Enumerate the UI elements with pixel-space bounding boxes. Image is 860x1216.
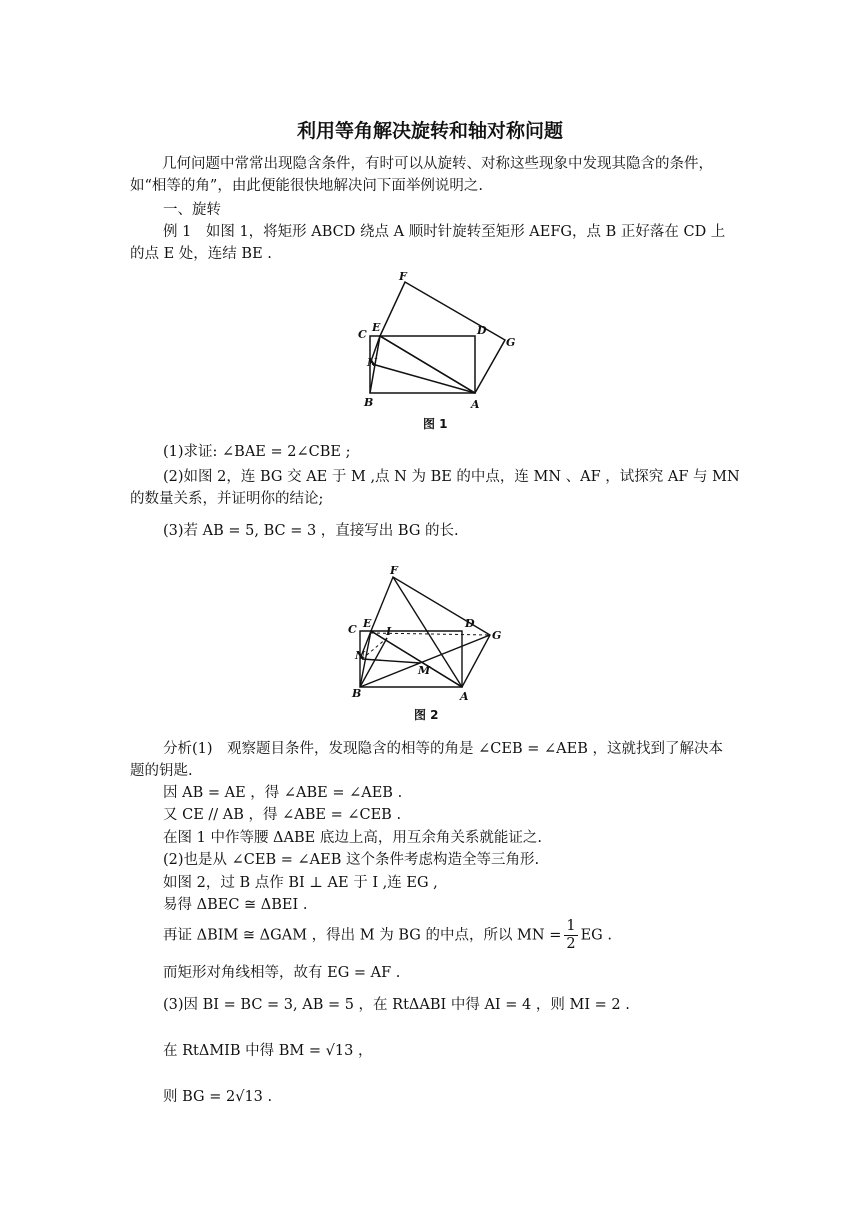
fraction-one-half	[564, 918, 577, 953]
fraction-denominator: 2	[566, 936, 576, 952]
segment-ea	[371, 631, 462, 687]
analysis-text: 分析(1) 观察题目条件，发现隐含的相等的角是 ∠CEB = ∠AEB ，这就找到了解决本	[163, 741, 723, 757]
question-1: (1)求证: ∠BAE = 2∠CBE ;	[163, 444, 351, 460]
example1-text: 例 1 如图 1，将矩形 ABCD 绕点 A 顺时针旋转至矩形 AEFG，点 B 正好落在 CD 上	[163, 224, 726, 240]
label-n: N	[355, 649, 366, 662]
label-f: F	[390, 564, 398, 577]
analysis-text-cont: 题的钥匙.	[130, 763, 193, 779]
rectangle-abcd	[370, 336, 475, 393]
label-d: D	[477, 324, 487, 337]
analysis-step-9: (3)因 BI = BC = 3, AB = 5 ，在 RtΔABI 中得 AI = 4 ，则 MI = 2 .	[163, 997, 630, 1013]
fraction-numerator: 1	[566, 918, 576, 934]
analysis-step-1: 因 AB = AE ，得 ∠ABE = ∠AEB .	[163, 785, 403, 801]
figure-2-caption: 图 2	[414, 708, 439, 722]
label-i: I	[386, 625, 392, 638]
analysis-step-7	[163, 918, 612, 953]
analysis-step-10: 在 RtΔMIB 中得 BM = √13 ，	[163, 1043, 373, 1059]
question-2: (2)如图 2，连 BG 交 AE 于 M ,点 N 为 BE 的中点，连 MN 、AF ，试探究 AF 与 MN	[163, 469, 740, 485]
analysis-step-5: 如图 2，过 B 点作 BI ⊥ AE 于 I ,连 EG ,	[163, 875, 438, 891]
label-a: A	[460, 690, 469, 703]
segment-ea	[380, 336, 475, 393]
label-b: B	[364, 396, 374, 409]
label-n: N	[367, 356, 378, 369]
label-a: A	[471, 398, 480, 411]
segment-na	[372, 364, 475, 393]
segment-bi	[360, 638, 387, 687]
analysis-step-7-post: EG .	[580, 927, 612, 944]
segment-bg	[360, 635, 490, 687]
label-c: C	[348, 623, 357, 636]
figure-1	[350, 268, 520, 438]
analysis-step-2: 又 CE // AB ，得 ∠ABE = ∠CEB .	[163, 807, 402, 823]
page-title: 利用等角解决旋转和轴对称问题	[296, 120, 563, 142]
label-f: F	[399, 270, 407, 283]
figure-1-caption: 图 1	[423, 417, 448, 431]
question-3: (3)若 AB = 5, BC = 3 ，直接写出 BG 的长.	[163, 523, 459, 539]
figure-2	[340, 563, 515, 728]
label-e: E	[363, 617, 372, 630]
question-2-cont: 的数量关系，并证明你的结论;	[130, 491, 324, 507]
analysis-step-7-pre: 再证 ΔBIM ≅ ΔGAM ，得出 M 为 BG 的中点，所以 MN =	[163, 927, 562, 944]
label-g: G	[492, 629, 502, 642]
analysis-step-3: 在图 1 中作等腰 ΔABE 底边上高，用互余角关系就能证之.	[163, 830, 542, 846]
label-e: E	[372, 321, 381, 334]
label-b: B	[352, 687, 362, 700]
label-m: M	[418, 664, 431, 677]
label-c: C	[358, 328, 367, 341]
example1-text-cont: 的点 E 处，连结 BE .	[130, 246, 272, 262]
segment-mn	[362, 659, 420, 663]
analysis-step-6: 易得 ΔBEC ≅ ΔBEI .	[163, 897, 308, 913]
analysis-step-4: (2)也是从 ∠CEB = ∠AEB 这个条件考虑构造全等三角形.	[163, 852, 540, 868]
label-g: G	[506, 336, 516, 349]
label-d: D	[465, 617, 475, 630]
rectangle-aefg	[380, 282, 505, 393]
intro-paragraph: 几何问题中常常出现隐含条件，有时可以从旋转、对称这些现象中发现其隐含的条件，如“相等的角”，由此便能很快地解决问下面举例说明之.	[130, 156, 713, 194]
analysis-step-8: 而矩形对角线相等，故有 EG = AF .	[163, 965, 401, 981]
analysis-step-11: 则 BG = 2√13 .	[163, 1089, 273, 1105]
section-heading-rotation: 一、旋转	[163, 202, 221, 218]
